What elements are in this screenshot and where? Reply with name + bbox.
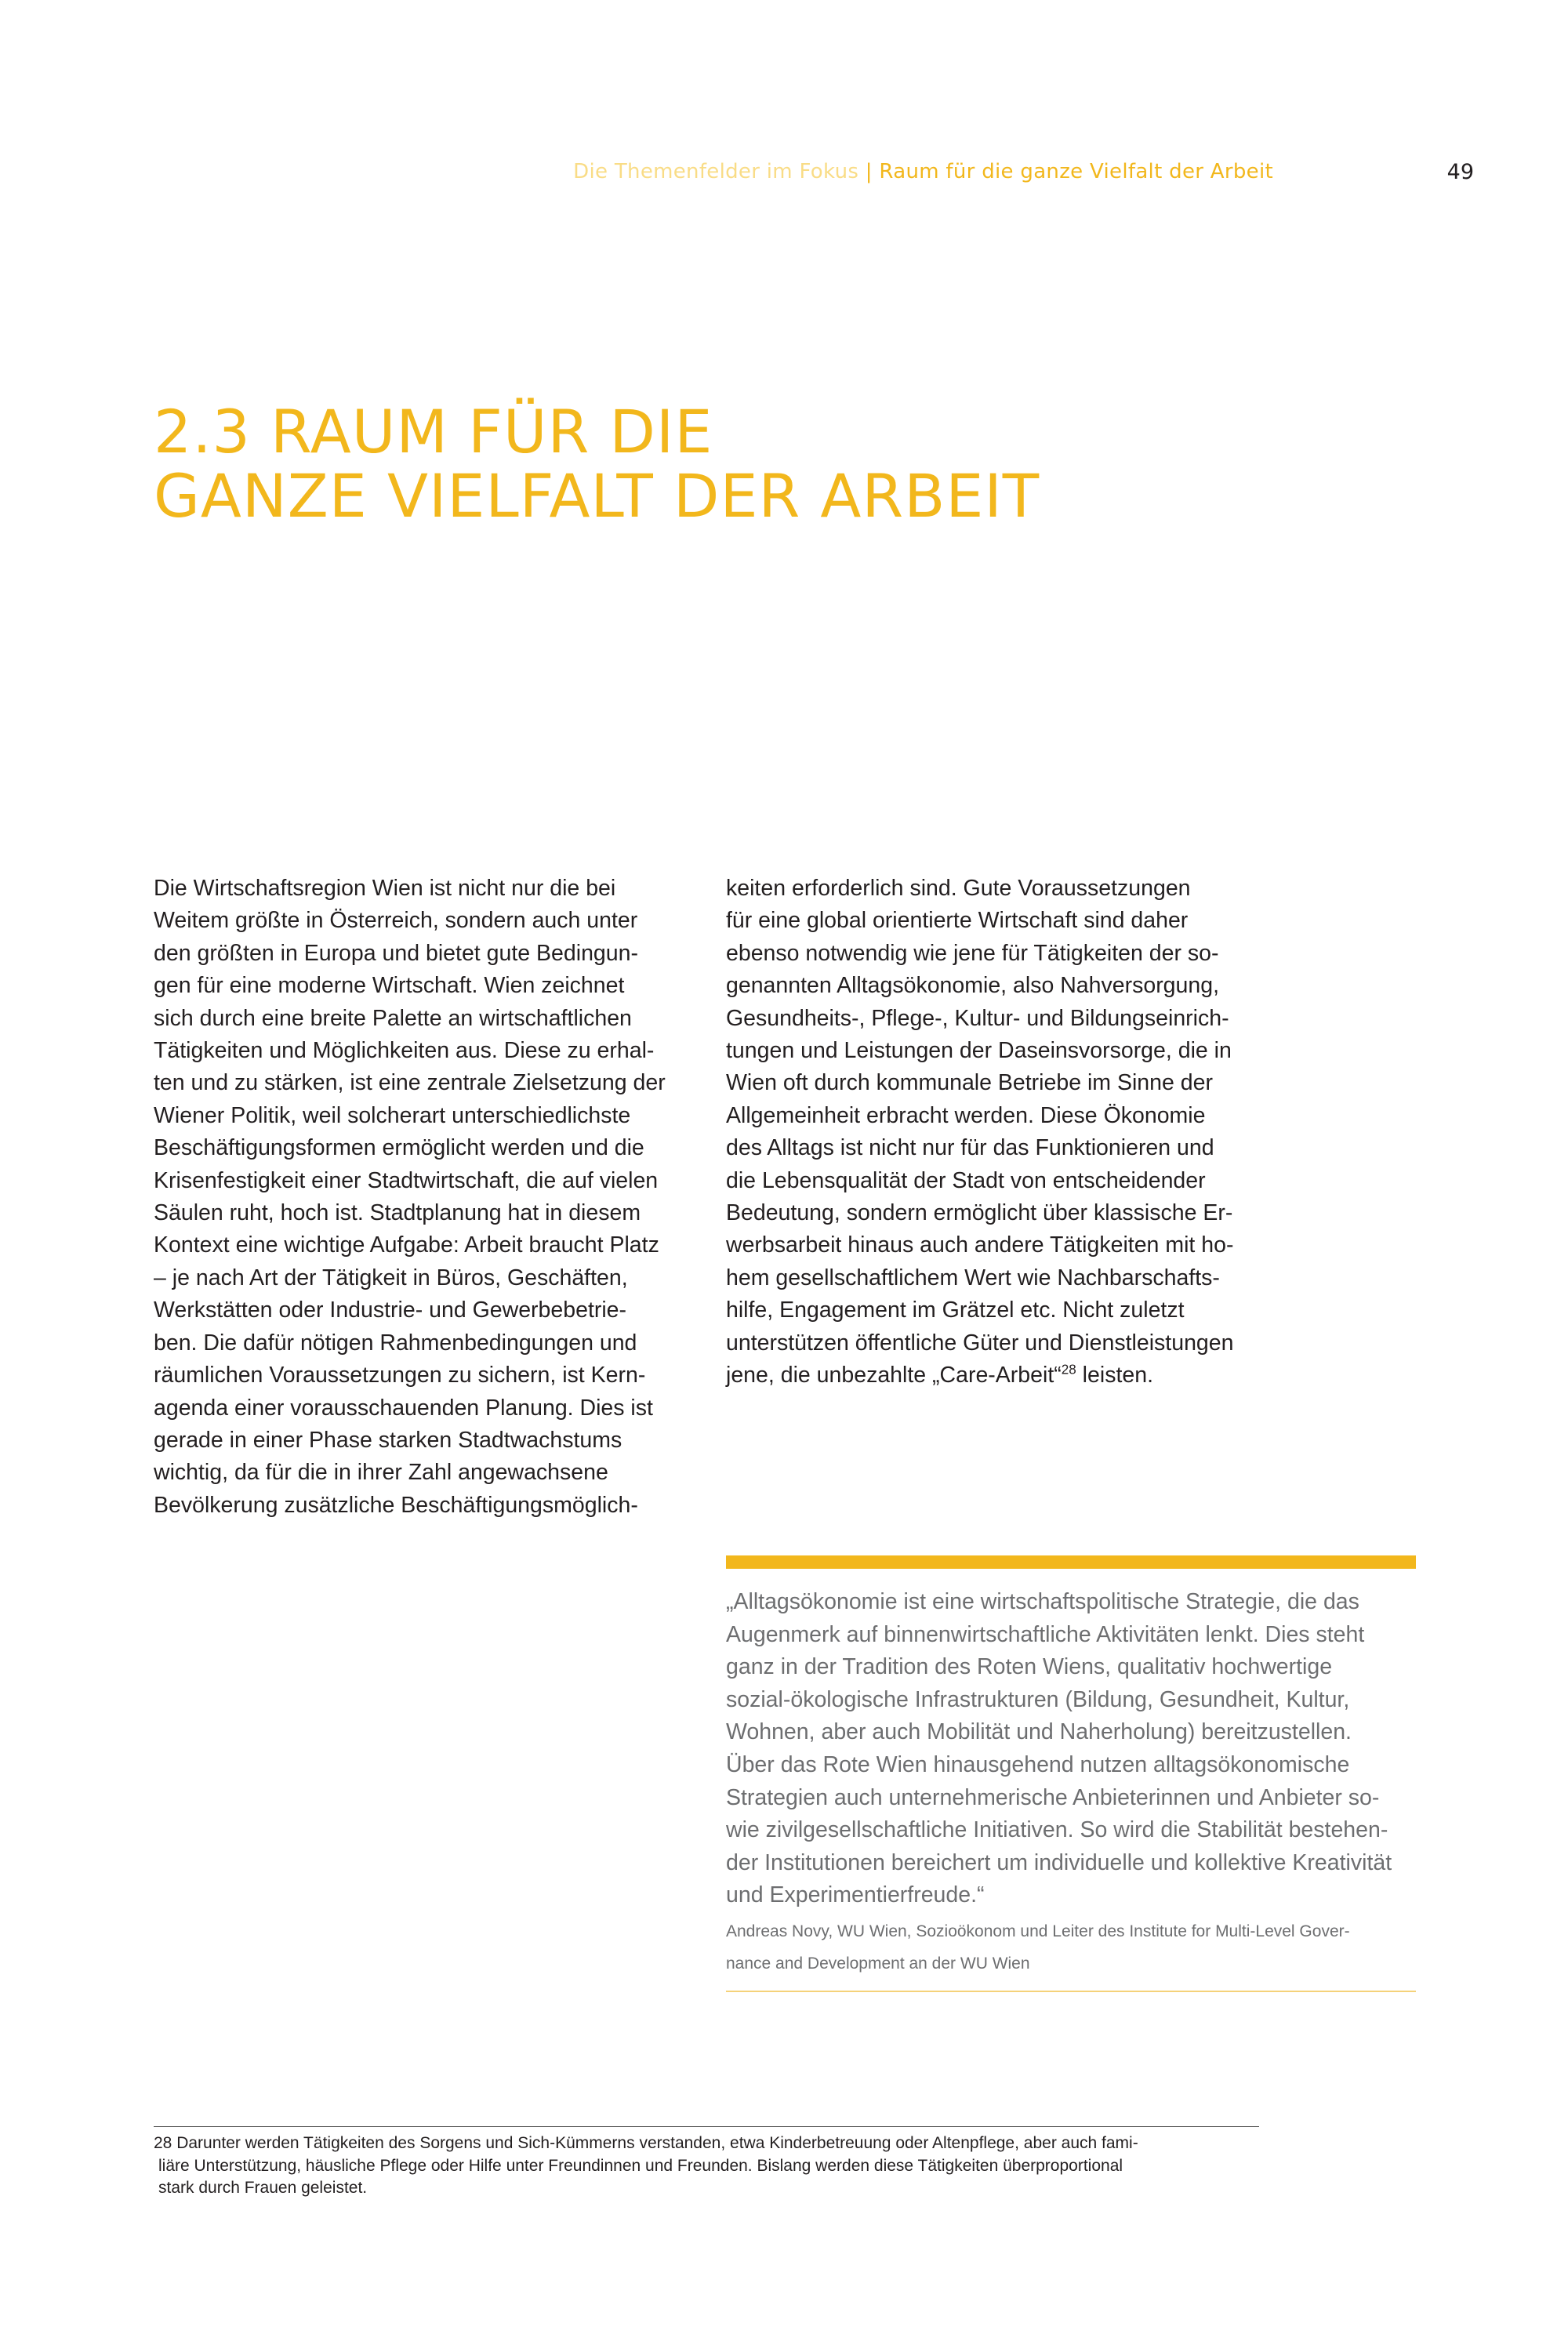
body-line: agenda einer vorausschauenden Planung. Dies ist bbox=[154, 1395, 653, 1421]
body-line: Bevölkerung zusätzliche Beschäftigungsmöglich- bbox=[154, 1492, 638, 1518]
quote-attribution bbox=[726, 1915, 1416, 1980]
quote-accent-bar bbox=[726, 1555, 1416, 1569]
footnote-line: liäre Unterstützung, häusliche Pflege oder Hilfe unter Freundinnen und Freunden. Bislang werden diese Tätigkeiten überproportional bbox=[158, 2156, 1123, 2175]
chapter-title bbox=[154, 397, 1040, 531]
quote-line: sozial-ökologische Infrastrukturen (Bildung, Gesundheit, Kultur, bbox=[726, 1686, 1350, 1712]
chapter-title-line-2: GANZE VIELFALT DER ARBEIT bbox=[154, 461, 1040, 531]
body-line: ebenso notwendig wie jene für Tätigkeiten der so- bbox=[726, 940, 1219, 966]
body-line: Tätigkeiten und Möglichkeiten aus. Diese zu erhal- bbox=[154, 1038, 655, 1064]
quote-line: der Institutionen bereichert um individuelle und kollektive Kreativität bbox=[726, 1849, 1392, 1875]
body-line: keiten erforderlich sind. Gute Voraussetzungen bbox=[726, 876, 1191, 901]
footnote-number: 28 bbox=[154, 2134, 172, 2152]
quote-line: „Alltagsökonomie ist eine wirtschaftspolitische Strategie, die das bbox=[726, 1589, 1359, 1614]
body-line: genannten Alltagsökonomie, also Nahversorgung, bbox=[726, 973, 1220, 999]
body-line: räumlichen Voraussetzungen zu sichern, ist Kern- bbox=[154, 1363, 646, 1388]
page-number: 49 bbox=[1446, 160, 1474, 184]
footnote-reference[interactable]: 28 bbox=[1061, 1362, 1076, 1377]
header-section-title: Die Themenfelder im Fokus bbox=[573, 160, 859, 183]
body-line: hilfe, Engagement im Grätzel etc. Nicht zuletzt bbox=[726, 1298, 1185, 1323]
header-separator: | bbox=[865, 160, 873, 183]
body-line: Gesundheits-, Pflege-, Kultur- und Bildungseinrich- bbox=[726, 1005, 1229, 1031]
quote-author-line: Andreas Novy, WU Wien, Sozioökonom und Leiter des Institute for Multi-Level Gover- bbox=[726, 1922, 1350, 1940]
quote-line: ganz in der Tradition des Roten Wiens, qualitativ hochwertige bbox=[726, 1654, 1333, 1680]
body-column-right bbox=[726, 873, 1275, 1392]
body-line: – je nach Art der Tätigkeit in Büros, Geschäften, bbox=[154, 1265, 628, 1290]
body-line: für eine global orientierte Wirtschaft sind daher bbox=[726, 908, 1189, 934]
header-chapter-title: Raum für die ganze Vielfalt der Arbeit bbox=[879, 160, 1273, 183]
running-header bbox=[573, 160, 1273, 183]
body-line: Weitem größte in Österreich, sondern auch unter bbox=[154, 908, 638, 934]
body-line: des Alltags ist nicht nur für das Funktionieren und bbox=[726, 1135, 1214, 1161]
quote-line: Über das Rote Wien hinausgehend nutzen alltagsökonomische bbox=[726, 1751, 1350, 1777]
footnote-divider bbox=[154, 2126, 1259, 2127]
body-line: Beschäftigungsformen ermöglicht werden und die bbox=[154, 1135, 644, 1161]
body-line: gerade in einer Phase starken Stadtwachstums bbox=[154, 1427, 622, 1453]
quote-bottom-rule bbox=[726, 1991, 1416, 1992]
body-line: tungen und Leistungen der Daseinsvorsorge, die in bbox=[726, 1038, 1232, 1064]
quote-text bbox=[726, 1586, 1416, 1912]
footnote-text: Darunter werden Tätigkeiten des Sorgens und Sich-Kümmerns verstanden, etwa Kinderbetreuung oder Altenpflege, aber auch fami- bbox=[172, 2134, 1138, 2152]
body-column-left bbox=[154, 873, 702, 1522]
body-line: den größten in Europa und bietet gute Bedingun- bbox=[154, 940, 638, 966]
body-line: Werkstätten oder Industrie- und Gewerbebetrie- bbox=[154, 1298, 627, 1323]
body-line-last bbox=[726, 1359, 1275, 1392]
body-line: gen für eine moderne Wirtschaft. Wien zeichnet bbox=[154, 973, 625, 999]
body-line: Allgemeinheit erbracht werden. Diese Ökonomie bbox=[726, 1102, 1206, 1128]
body-line: wichtig, da für die in ihrer Zahl angewachsene bbox=[154, 1460, 608, 1486]
body-line-text: jene, die unbezahlte „Care-Arbeit“ bbox=[726, 1363, 1062, 1388]
quote-line: wie zivilgesellschaftliche Initiativen. So wird die Stabilität bestehen- bbox=[726, 1817, 1388, 1843]
footnote-line bbox=[154, 2132, 1267, 2155]
body-line: Kontext eine wichtige Aufgabe: Arbeit braucht Platz bbox=[154, 1232, 659, 1258]
body-line: unterstützen öffentliche Güter und Dienstleistungen bbox=[726, 1330, 1234, 1356]
quote-author-line: nance and Development an der WU Wien bbox=[726, 1954, 1030, 1973]
quote-line: Augenmerk auf binnenwirtschaftliche Aktivitäten lenkt. Dies steht bbox=[726, 1621, 1365, 1647]
body-line: die Lebensqualität der Stadt von entscheidender bbox=[726, 1167, 1206, 1193]
body-line: Wien oft durch kommunale Betriebe im Sinne der bbox=[726, 1070, 1213, 1096]
body-line: Krisenfestigkeit einer Stadtwirtschaft, die auf vielen bbox=[154, 1167, 659, 1193]
quote-line: und Experimentierfreude.“ bbox=[726, 1882, 985, 1908]
body-line-text: leisten. bbox=[1076, 1363, 1153, 1388]
chapter-title-line-1: 2.3 RAUM FÜR DIE bbox=[154, 397, 713, 466]
body-line: Die Wirtschaftsregion Wien ist nicht nur die bei bbox=[154, 876, 616, 901]
pull-quote bbox=[726, 1555, 1416, 1992]
body-line: ben. Die dafür nötigen Rahmenbedingungen und bbox=[154, 1330, 637, 1356]
footnote-line: stark durch Frauen geleistet. bbox=[158, 2179, 368, 2197]
body-line: Bedeutung, sondern ermöglicht über klassische Er- bbox=[726, 1200, 1233, 1226]
body-line: sich durch eine breite Palette an wirtschaftlichen bbox=[154, 1005, 632, 1031]
body-line: hem gesellschaftlichem Wert wie Nachbarschafts- bbox=[726, 1265, 1220, 1290]
footnote bbox=[154, 2132, 1267, 2200]
body-line: Wiener Politik, weil solcherart unterschiedlichste bbox=[154, 1102, 631, 1128]
body-line: ten und zu stärken, ist eine zentrale Zielsetzung der bbox=[154, 1070, 666, 1096]
body-line: werbsarbeit hinaus auch andere Tätigkeiten mit ho- bbox=[726, 1232, 1234, 1258]
quote-line: Strategien auch unternehmerische Anbieterinnen und Anbieter so- bbox=[726, 1784, 1380, 1810]
body-line: Säulen ruht, hoch ist. Stadtplanung hat in diesem bbox=[154, 1200, 641, 1226]
quote-line: Wohnen, aber auch Mobilität und Naherholung) bereitzustellen. bbox=[726, 1719, 1352, 1745]
